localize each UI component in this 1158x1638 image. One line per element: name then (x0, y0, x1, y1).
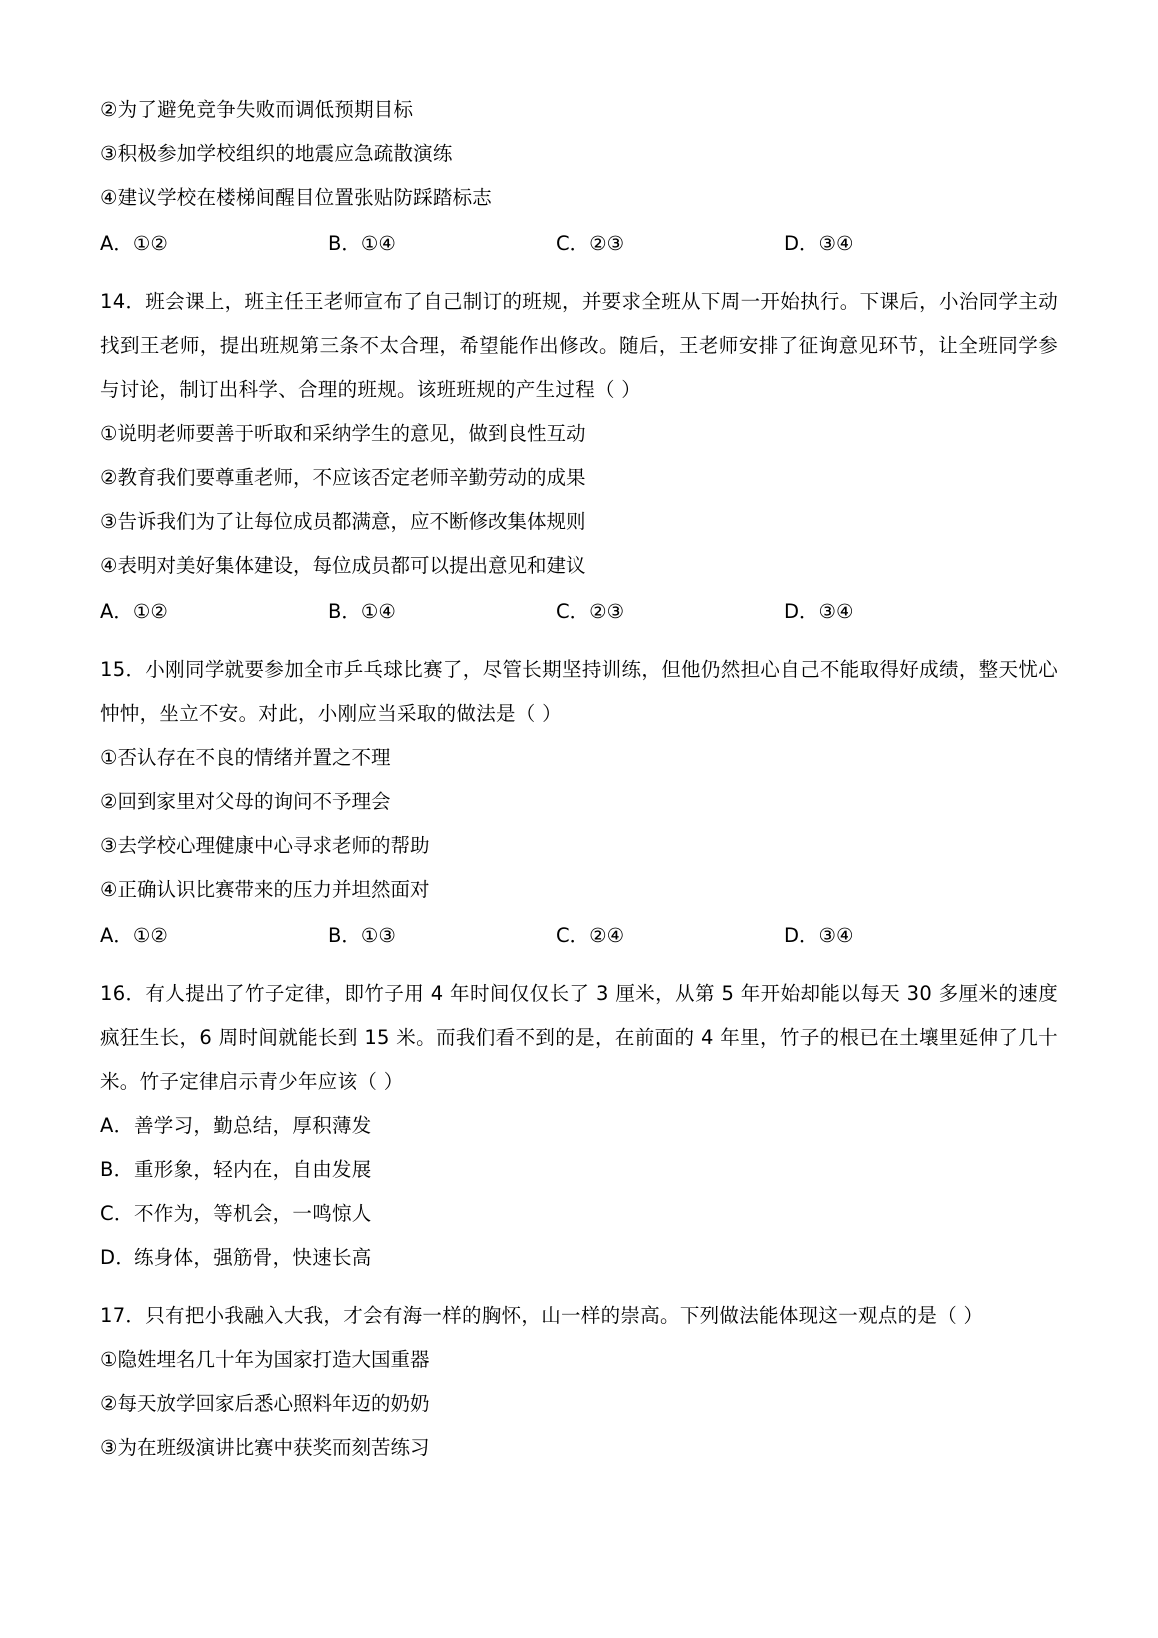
choice-b[interactable]: B．①③ (328, 924, 396, 947)
choice-b[interactable]: B．①④ (328, 600, 396, 623)
option-text: 不作为，等机会，一鸣惊人 (134, 1202, 372, 1225)
question-item: ②每天放学回家后悉心照料年迈的奶奶 (100, 1392, 430, 1415)
question-item: ①否认存在不良的情绪并置之不理 (100, 746, 391, 769)
question-choices (100, 914, 1058, 958)
lettered-option[interactable] (100, 1104, 1058, 1148)
question-item: ③去学校心理健康中心寻求老师的帮助 (100, 834, 430, 857)
choice-b[interactable]: B．①④ (328, 232, 396, 255)
choice-d[interactable]: D．③④ (784, 600, 854, 623)
choice-a[interactable]: A．①② (100, 232, 168, 255)
choice-c[interactable]: C．②③ (556, 232, 625, 255)
choice-d[interactable]: D．③④ (784, 924, 854, 947)
option-text: 重形象，轻内在，自由发展 (134, 1158, 372, 1181)
fragment-item: ④建议学校在楼梯间醒目位置张贴防踩踏标志 (100, 186, 492, 209)
choice-c[interactable]: C．②④ (556, 924, 625, 947)
question-item: ④表明对美好集体建设，每位成员都可以提出意见和建议 (100, 554, 586, 577)
option-label: B． (100, 1158, 134, 1181)
fragment-choices (100, 222, 1058, 266)
choice-d[interactable]: D．③④ (784, 232, 854, 255)
lettered-option[interactable] (100, 1148, 1058, 1192)
option-text: 善学习，勤总结，厚积薄发 (134, 1114, 372, 1137)
question-item: ①说明老师要善于听取和采纳学生的意见，做到良性互动 (100, 422, 586, 445)
lettered-option[interactable] (100, 1192, 1058, 1236)
question-item: ③为在班级演讲比赛中获奖而刻苦练习 (100, 1436, 430, 1459)
option-label: D． (100, 1246, 136, 1269)
choice-c[interactable]: C．②③ (556, 600, 625, 623)
question-14 (100, 280, 1058, 634)
question-16 (100, 972, 1058, 1280)
fragment-item: ②为了避免竞争失败而调低预期目标 (100, 98, 414, 121)
choice-a[interactable]: A．①② (100, 924, 168, 947)
fragment-item: ③积极参加学校组织的地震应急疏散演练 (100, 142, 453, 165)
question-item: ③告诉我们为了让每位成员都满意，应不断修改集体规则 (100, 510, 586, 533)
question-item: ②教育我们要尊重老师，不应该否定老师辛勤劳动的成果 (100, 466, 586, 489)
question-stem: 17．只有把小我融入大我，才会有海一样的胸怀，山一样的崇高。下列做法能体现这一观点的是（ ） (100, 1304, 984, 1327)
question-stem: 16．有人提出了竹子定律，即竹子用 4 年时间仅仅长了 3 厘米，从第 5 年开始却能以每天 30 多厘米的速度疯狂生长，6 周时间就能长到 15 米。而我们看不到的是，在前面的 4 年里，竹子的根已在土壤里延伸了几十米。竹子定律启示青少年应该（ ） (100, 982, 1058, 1093)
option-label: C． (100, 1202, 134, 1225)
question-17 (100, 1294, 1058, 1470)
choice-a[interactable]: A．①② (100, 600, 168, 623)
question-choices (100, 590, 1058, 634)
question-item: ④正确认识比赛带来的压力并坦然面对 (100, 878, 430, 901)
question-item: ②回到家里对父母的询问不予理会 (100, 790, 391, 813)
question-stem: 14．班会课上，班主任王老师宣布了自己制订的班规，并要求全班从下周一开始执行。下课后，小治同学主动找到王老师，提出班规第三条不太合理，希望能作出修改。随后，王老师安排了征询意见环节，让全班同学参与讨论，制订出科学、合理的班规。该班班规的产生过程（ ） (100, 290, 1058, 401)
option-text: 练身体，强筋骨，快速长高 (134, 1246, 372, 1269)
question-15 (100, 648, 1058, 958)
lettered-option[interactable] (100, 1236, 1058, 1280)
option-label: A． (100, 1114, 134, 1137)
question-item: ①隐姓埋名几十年为国家打造大国重器 (100, 1348, 430, 1371)
question-stem: 15．小刚同学就要参加全市乒乓球比赛了，尽管长期坚持训练，但他仍然担心自己不能取得好成绩，整天忧心忡忡，坐立不安。对此，小刚应当采取的做法是（ ） (100, 658, 1058, 725)
fragment-items (100, 88, 1058, 220)
